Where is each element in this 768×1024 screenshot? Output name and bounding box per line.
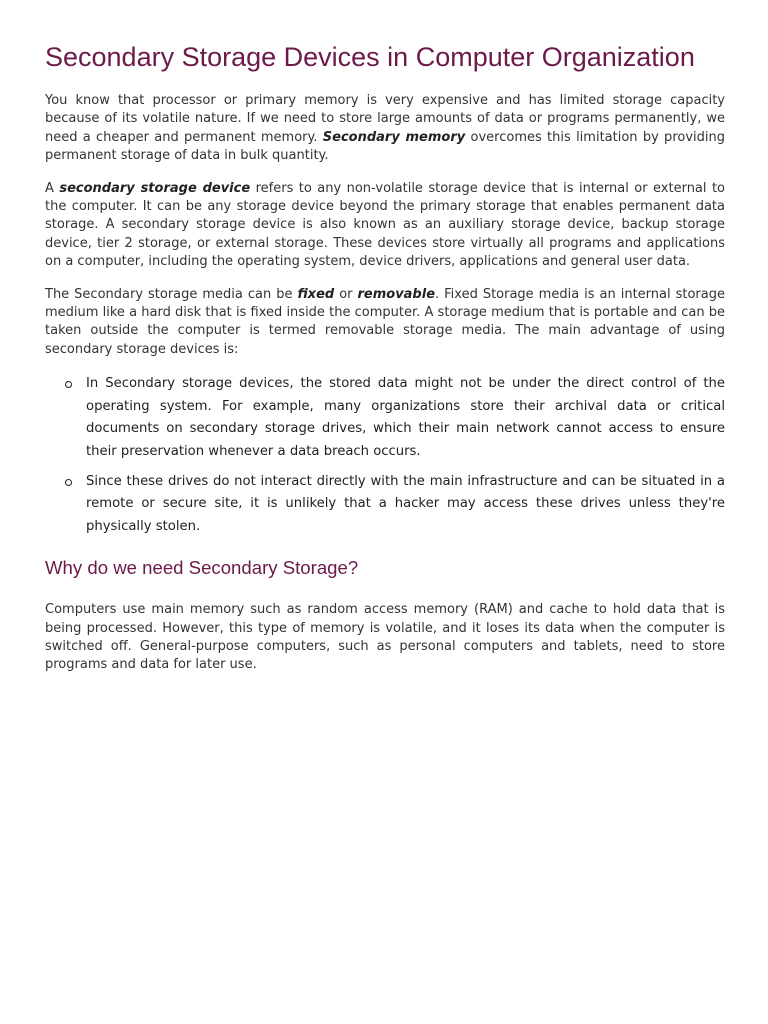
section-paragraph: Computers use main memory such as random access memory (RAM) and cache to hold data that is being processed. However, this type of memory is volatile, and it loses its data when the computer is switched off. General-purpose computers, such as personal computers and tablets, need to store programs and data for later use. (45, 602, 725, 673)
list-item-text: In Secondary storage devices, the stored data might not be under the direct control of the operating system. For example, many organizations store their archival data or critical documents on secondary storage drives, which their main network cannot access to ensure their preservation whenever a data breach occurs. (86, 376, 725, 459)
hollow-bullet-icon (65, 479, 72, 486)
list-item (86, 373, 725, 463)
hollow-bullet-icon (65, 381, 72, 388)
definition-paragraph (45, 180, 725, 272)
intro-text-after: overcomes this limitation by providing permanent storage of data in bulk quantity. (45, 129, 725, 164)
definition-emphasis: secondary storage device (59, 180, 251, 196)
intro-text-before: You know that processor or primary memory is very expensive and has limited storage capacity because of its volatile nature. If we need to store large amounts of data or programs permanently, we need a cheaper and permanent memory. (45, 93, 725, 145)
list-item (86, 471, 725, 538)
intro-paragraph (45, 92, 725, 166)
intro-emphasis: Secondary memory (322, 129, 466, 145)
page-title: Secondary Storage Devices in Computer Organization (45, 42, 695, 72)
media-emphasis-removable: removable (357, 286, 436, 302)
definition-text-after: refers to any non-volatile storage device that is internal or external to the computer. It can be any storage device beyond the primary storage that enables permanent data storage. A secondary storage device is also known as an auxiliary storage device, backup storage device, tier 2 storage, or external storage. These devices store virtually all programs and applications on a computer, including the operating system, device drivers, applications and general user data. (45, 180, 725, 270)
media-text-middle: or (334, 286, 358, 302)
section-heading: Why do we need Secondary Storage? (45, 557, 359, 579)
media-text-after: . Fixed Storage media is an internal storage medium like a hard disk that is fixed inside the computer. A storage medium that is portable and can be taken outside the computer is termed removable storage media. The main advantage of using secondary storage devices is: (45, 286, 725, 357)
media-types-paragraph (45, 286, 725, 360)
advantages-list (45, 373, 725, 538)
list-item-text: Since these drives do not interact directly with the main infrastructure and can be situated in a remote or secure site, it is unlikely that a hacker may access these drives unless they're physically stolen. (86, 473, 725, 534)
media-text-before: The Secondary storage media can be (45, 286, 298, 302)
definition-text-before: A (45, 180, 60, 196)
media-emphasis-fixed: fixed (297, 286, 335, 302)
document-page (45, 38, 725, 689)
